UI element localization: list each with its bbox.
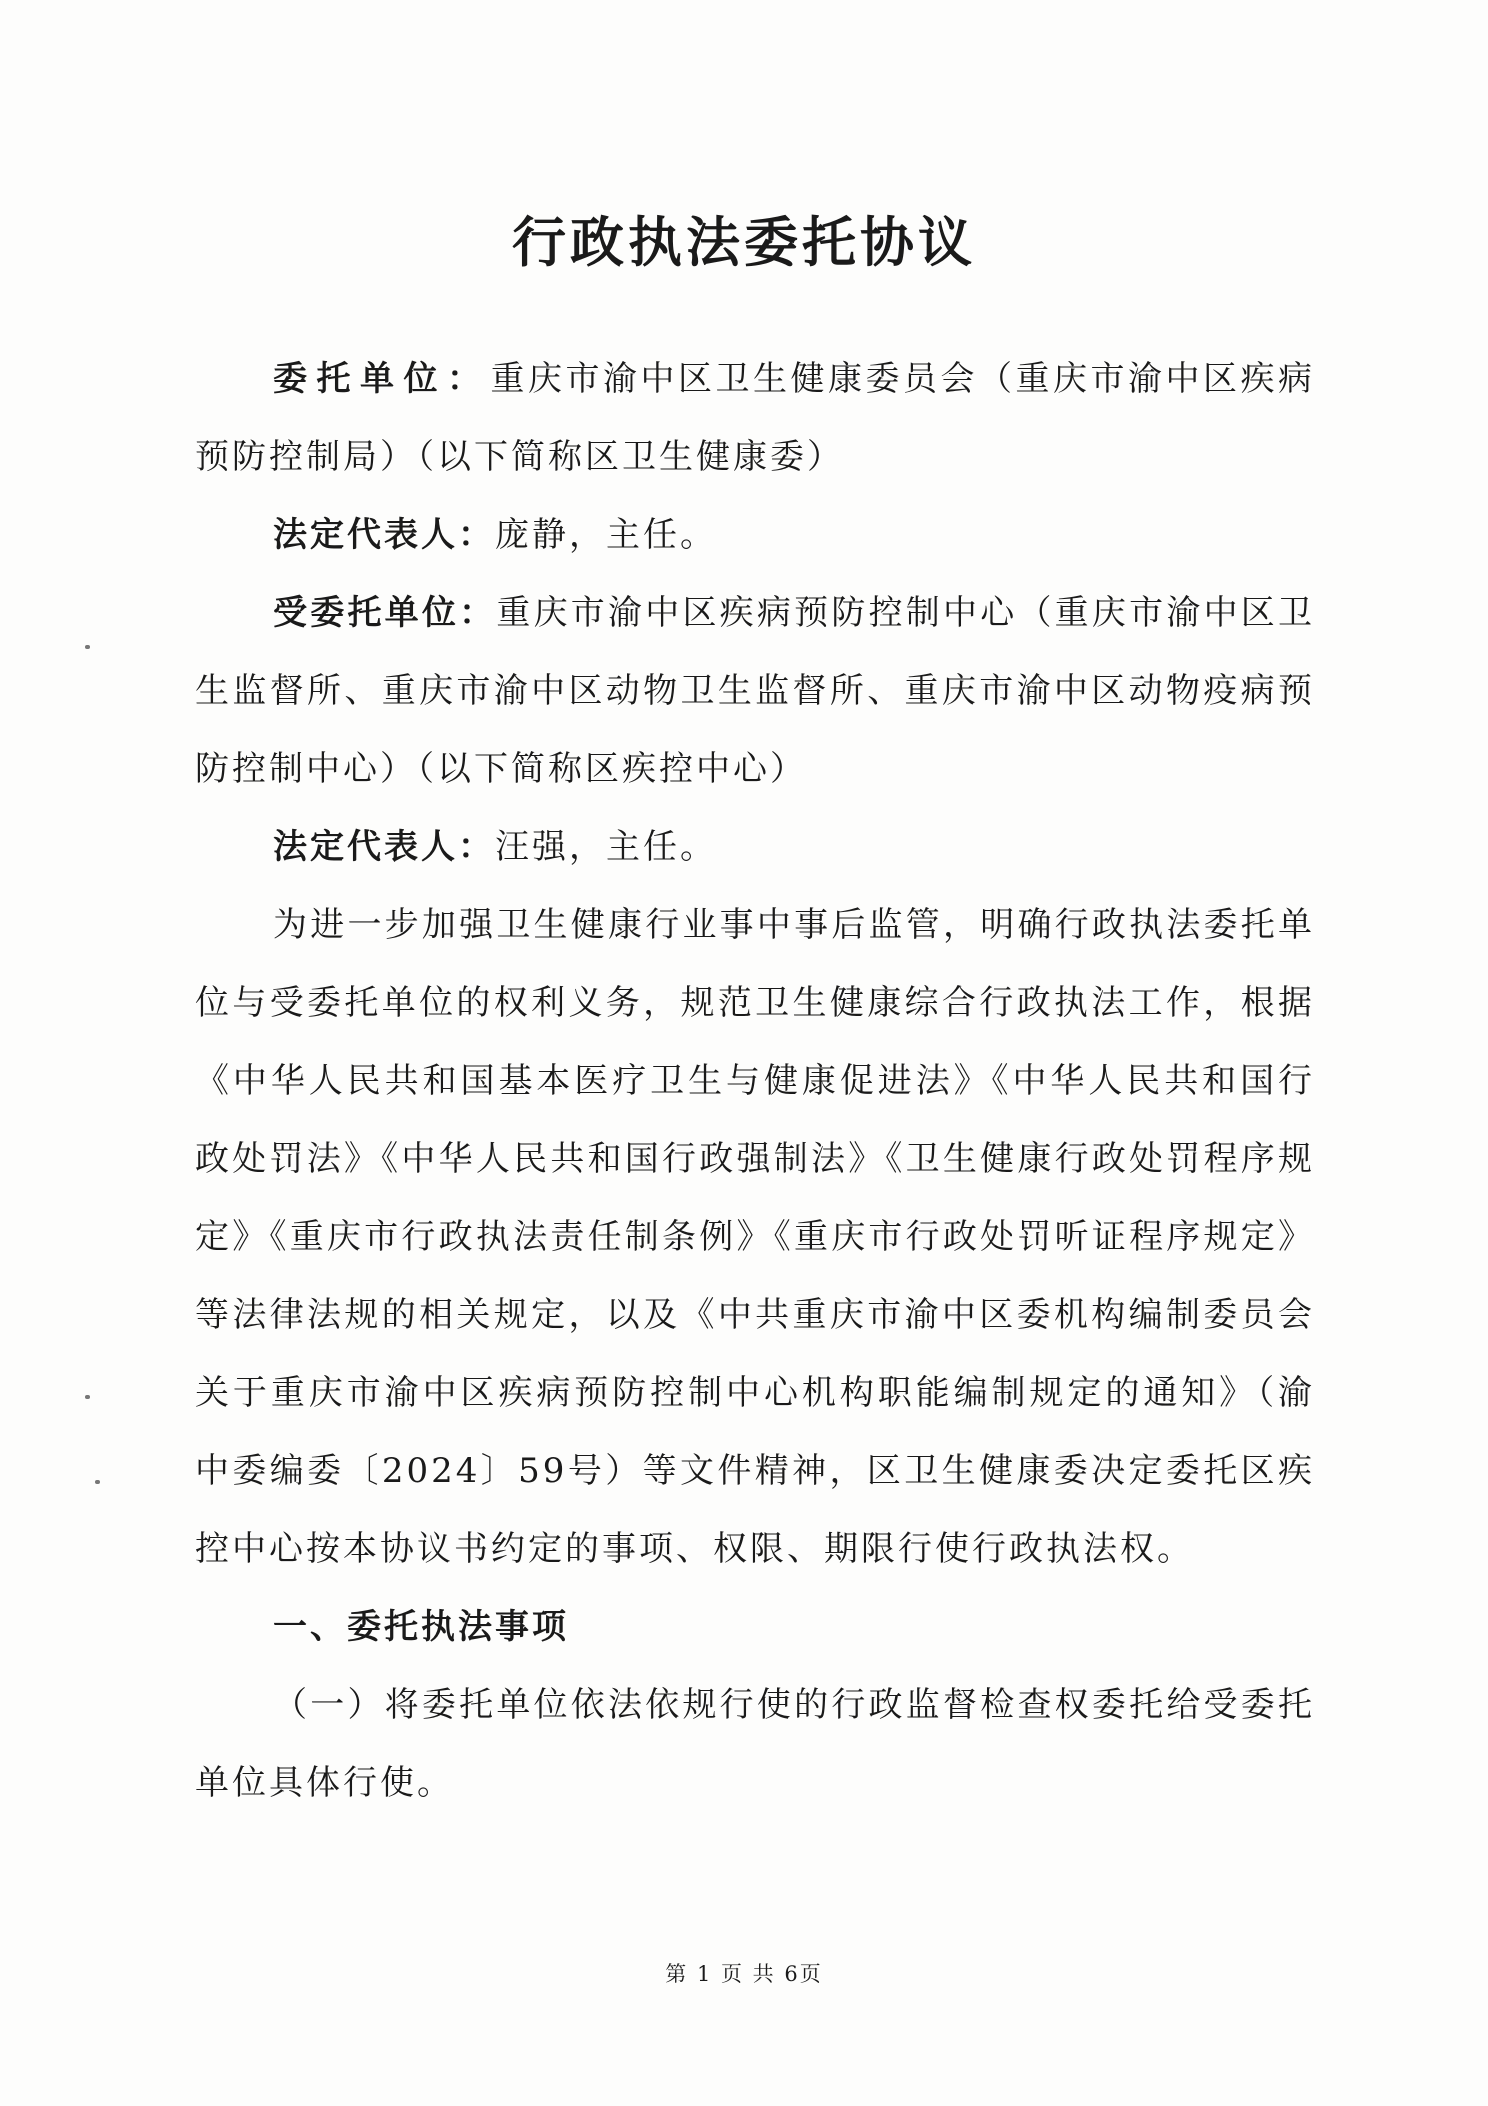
- agent-rep-paragraph: [195, 808, 1315, 886]
- agent-text: 重庆市渝中区疾病预防控制中心（重庆市渝中区卫生监督所、重庆市渝中区动物卫生监督所、重庆市渝中区动物疫病预防控制中心）（以下简称区疾控中心）: [195, 593, 1316, 789]
- agent-paragraph: [195, 574, 1315, 808]
- preamble-paragraph: 为进一步加强卫生健康行业事中事后监管，明确行政执法委托单位与受委托单位的权利义务，规范卫生健康综合行政执法工作，根据《中华人民共和国基本医疗卫生与健康促进法》《中华人民共和国行政处罚法》《中华人民共和国行政强制法》《卫生健康行政处罚程序规定》《重庆市行政执法责任制条例》《重庆市行政处罚听证程序规定》等法律法规的相关规定，以及《中共重庆市渝中区委机构编制委员会关于重庆市渝中区疾病预防控制中心机构职能编制规定的通知》（渝中委编委〔2024〕59号）等文件精神，区卫生健康委决定委托区疾控中心按本协议书约定的事项、权限、期限行使行政执法权。: [195, 905, 1315, 1569]
- agent-rep-label: 法定代表人：: [273, 827, 495, 867]
- principal-text: 重庆市渝中区卫生健康委员会（重庆市渝中区疾病预防控制局）（以下简称区卫生健康委）: [195, 359, 1315, 477]
- scan-speck: [95, 1480, 100, 1484]
- agent-label: 受委托单位：: [273, 593, 497, 633]
- document-title: 行政执法委托协议: [512, 211, 976, 274]
- document-body: [195, 340, 1315, 1822]
- section-item-1: （一）将委托单位依法依规行使的行政监督检查权委托给受委托单位具体行使。: [195, 1685, 1315, 1803]
- agent-rep-text: 汪强，主任。: [495, 827, 717, 867]
- principal-paragraph: [195, 340, 1315, 496]
- principal-label: 委托单位：: [273, 359, 491, 399]
- scan-speck: [85, 1395, 90, 1399]
- principal-rep-label: 法定代表人：: [273, 515, 495, 555]
- scan-speck: [85, 645, 90, 649]
- principal-rep-paragraph: [195, 496, 1315, 574]
- page-footer: 第 1 页 共 6页: [665, 1962, 823, 1986]
- principal-rep-text: 庞静，主任。: [495, 515, 717, 555]
- section-heading: 一、委托执法事项: [273, 1607, 569, 1647]
